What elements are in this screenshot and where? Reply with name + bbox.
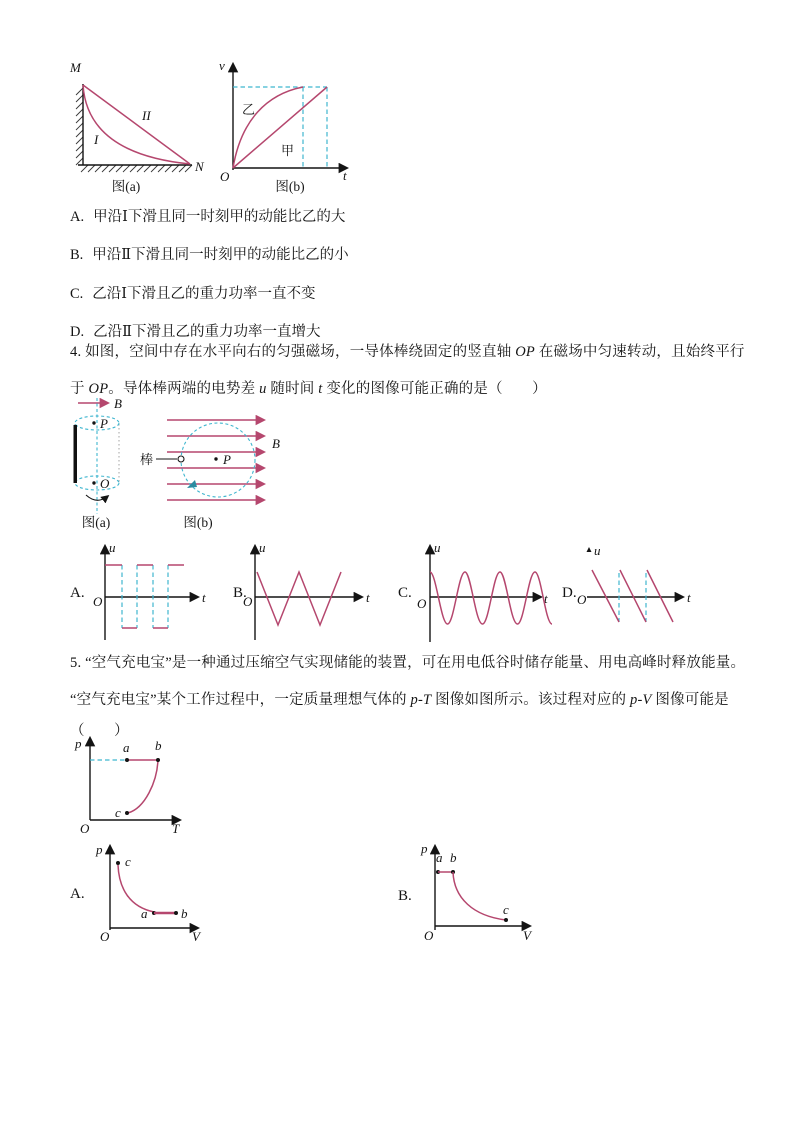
- stem-text: 于: [70, 381, 89, 397]
- q3-option-c: [70, 282, 316, 303]
- label-jia: 甲: [281, 143, 295, 158]
- label-O: O: [417, 596, 427, 611]
- q4-graph-d-key: D.: [562, 585, 577, 601]
- point-P-dot: [214, 457, 217, 460]
- label-P: P: [223, 452, 231, 467]
- label-c: c: [115, 805, 121, 820]
- q4-graph-b-key: B.: [233, 585, 247, 601]
- figure-b-caption: 图(b): [183, 515, 213, 530]
- q4-stem-line1: [70, 340, 745, 361]
- label-N: N: [195, 159, 204, 174]
- stem-text: 图像如图所示。该过程对应的: [431, 692, 630, 708]
- label-O: O: [243, 594, 253, 609]
- label-b: b: [155, 738, 162, 753]
- label-u: u: [434, 540, 441, 555]
- q4-graph-c-sine-wave: [413, 542, 555, 650]
- var-t: t: [318, 381, 323, 397]
- option-text: 甲沿Ⅱ下滑且同一时刻甲的动能比乙的小: [92, 247, 349, 263]
- stem-text: 图像可能是: [651, 692, 729, 708]
- figure-a-caption: 图(a): [111, 179, 141, 194]
- label-b: b: [450, 850, 457, 865]
- stem-text: 变化的图像可能正确的是（ ）: [322, 381, 547, 397]
- label-u: u: [109, 540, 116, 555]
- label-O: O: [80, 821, 90, 836]
- label-t: t: [202, 590, 206, 605]
- option-text: 乙沿Ⅰ下滑且乙的重力功率一直不变: [92, 286, 316, 302]
- q3-option-b: [70, 243, 349, 264]
- label-c: c: [503, 902, 509, 917]
- label-yi: 乙: [242, 102, 256, 117]
- label-O: O: [424, 928, 434, 943]
- stem-text: 4. 如图，空间中存在水平向右的匀强磁场，一导体棒绕固定的竖直轴: [70, 344, 516, 360]
- rod-end-circle: [178, 456, 184, 462]
- label-M: M: [70, 60, 81, 75]
- label-rod: 棒: [140, 452, 154, 467]
- point-c-dot: [125, 811, 129, 815]
- label-p: p: [421, 841, 428, 856]
- ground-hatching: [81, 165, 192, 172]
- conducting-rod: [74, 425, 78, 483]
- label-O: O: [577, 592, 587, 607]
- u-axis-arrowhead: [587, 547, 592, 552]
- q5-option-b-pv-graph: [420, 842, 538, 944]
- q3-option-d: [70, 320, 320, 341]
- var-OP: OP: [515, 344, 535, 360]
- label-origin: O: [220, 169, 230, 184]
- label-t: t: [544, 591, 548, 606]
- label-O: O: [100, 476, 110, 491]
- point-O-dot: [92, 481, 95, 484]
- option-key: A.: [70, 209, 85, 225]
- label-a: a: [436, 850, 443, 865]
- sine-waveform: [430, 572, 552, 624]
- figure-b-caption: 图(b): [275, 179, 305, 194]
- stem-text: 在磁场中匀速转动，且始终平行: [534, 344, 745, 360]
- point-P-dot: [92, 421, 95, 424]
- stem-text: 。导体棒两端的电势差: [108, 381, 260, 397]
- label-B: B: [114, 396, 122, 411]
- label-T: T: [172, 821, 180, 836]
- var-pV: p-V: [630, 692, 652, 708]
- q4-figure-b-topview: [140, 420, 280, 530]
- label-O: O: [100, 929, 110, 944]
- label-p: p: [75, 736, 82, 751]
- process-c-to-a: [118, 865, 154, 912]
- label-B: B: [272, 436, 280, 451]
- q5-stem-line1: [70, 651, 745, 672]
- label-b: b: [181, 906, 188, 921]
- label-track-II: II: [142, 108, 151, 123]
- q4-figure-a-rod: [74, 396, 123, 530]
- label-c: c: [125, 854, 131, 869]
- q4-graph-d-sawtooth-wave: [575, 542, 705, 648]
- q4-stem-line2: [70, 377, 547, 398]
- process-b-to-c: [453, 872, 506, 920]
- point-c-dot: [116, 861, 120, 865]
- label-t: t: [366, 590, 370, 605]
- wall-hatching: [76, 88, 83, 165]
- var-u: u: [259, 381, 267, 397]
- q5-pt-graph: [72, 732, 200, 840]
- label-a: a: [141, 906, 148, 921]
- q4-graph-c-key: C.: [398, 585, 412, 601]
- var-OP: OP: [88, 381, 109, 397]
- process-b-to-c: [128, 760, 158, 813]
- label-a: a: [123, 740, 130, 755]
- figure-a-caption: 图(a): [81, 515, 111, 530]
- q3-option-a: [70, 205, 345, 226]
- q5-option-b-key: B.: [398, 888, 412, 904]
- option-key: C.: [70, 286, 84, 302]
- q4-graph-a-square-wave: [88, 542, 213, 648]
- label-t: t: [687, 590, 691, 605]
- option-key: D.: [70, 324, 85, 340]
- q5-stem-line2: [70, 688, 729, 709]
- label-track-I: I: [94, 132, 99, 147]
- point-c-dot: [504, 918, 508, 922]
- label-O: O: [93, 594, 103, 609]
- label-u: u: [259, 540, 266, 555]
- label-u: u: [594, 543, 601, 558]
- stem-text: “空气充电宝”某个工作过程中，一定质量理想气体的: [70, 692, 411, 708]
- q3-figure-a-incline: [62, 58, 212, 198]
- stem-text: （ ）: [70, 723, 129, 739]
- label-t-axis: t: [343, 168, 347, 183]
- q5-option-a-key: A.: [70, 886, 85, 902]
- label-v-axis: v: [219, 58, 225, 73]
- label-V: V: [523, 928, 531, 943]
- label-V: V: [192, 929, 200, 944]
- stem-text: 5. “空气充电宝”是一种通过压缩空气实现储能的装置，可在用电低谷时储存能量、用电高峰时释放能量。: [70, 655, 746, 671]
- q3-figure-b-vt-graph: [215, 58, 363, 198]
- q4-graph-a-key: A.: [70, 585, 85, 601]
- label-p: p: [96, 842, 103, 857]
- label-P: P: [100, 416, 108, 431]
- q4-apparatus-figure: [60, 396, 390, 536]
- point-a-dot: [125, 758, 129, 762]
- option-key: B.: [70, 247, 84, 263]
- q4-graph-b-triangle-wave: [240, 542, 375, 648]
- option-text: 乙沿Ⅱ下滑且乙的重力功率一直增大: [93, 324, 321, 340]
- sawtooth-waveform: [592, 570, 673, 622]
- var-pT: p-T: [410, 692, 432, 708]
- triangle-waveform: [257, 572, 341, 625]
- option-text: 甲沿Ⅰ下滑且同一时刻甲的动能比乙的大: [93, 209, 346, 225]
- point-b-dot: [174, 911, 178, 915]
- q5-option-a-pv-graph: [95, 842, 213, 944]
- stem-text: 随时间: [266, 381, 319, 397]
- point-b-dot: [156, 758, 160, 762]
